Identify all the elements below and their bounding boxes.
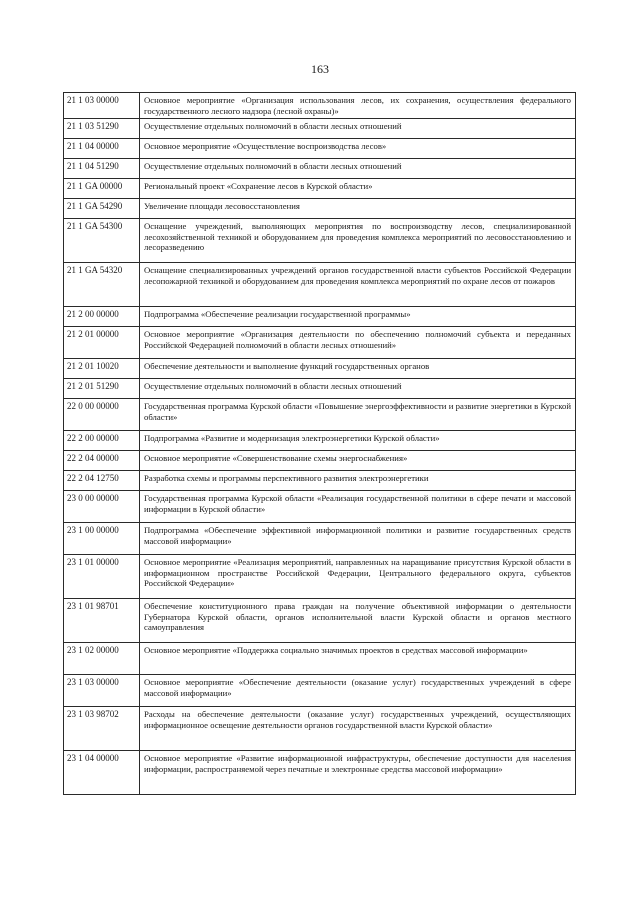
table-row <box>64 399 576 431</box>
table-row <box>64 523 576 555</box>
budget-code-cell: 21 1 GA 54300 <box>64 219 140 263</box>
expense-name-cell: Расходы на обеспечение деятельности (оказание услуг) государственных учреждений, осуществляющих информационное освещение деятельности органов государственной власти Курской области» <box>140 707 576 751</box>
table-row <box>64 219 576 263</box>
budget-code-cell: 22 2 04 12750 <box>64 471 140 491</box>
expense-name-cell: Основное мероприятие «Организация использования лесов, их сохранения, осуществления федерального государственного лесного надзора (лесной охраны)» <box>140 93 576 119</box>
budget-code-cell: 21 2 01 00000 <box>64 327 140 359</box>
budget-code-cell: 22 0 00 00000 <box>64 399 140 431</box>
budget-code-cell: 23 0 00 00000 <box>64 491 140 523</box>
expense-name-cell: Государственная программа Курской области «Реализация государственной политики в сфере печати и массовой информации в Курской области» <box>140 491 576 523</box>
expense-name-cell: Основное мероприятие «Совершенствование схемы энергоснабжения» <box>140 451 576 471</box>
table-row <box>64 555 576 599</box>
expense-name-cell: Региональный проект «Сохранение лесов в Курской области» <box>140 179 576 199</box>
expense-name-cell: Подпрограмма «Обеспечение эффективной информационной политики и развитие государственных средств массовой информации» <box>140 523 576 555</box>
budget-code-cell: 21 1 GA 00000 <box>64 179 140 199</box>
expense-name-cell: Оснащение учреждений, выполняющих мероприятия по воспроизводству лесов, специализированной лесохозяйственной техникой и оборудованием для проведения комплекса мероприятий по лесовосстановлению и лесоразведению <box>140 219 576 263</box>
table-row <box>64 751 576 795</box>
budget-code-cell: 22 2 04 00000 <box>64 451 140 471</box>
table-row <box>64 199 576 219</box>
expense-name-cell: Подпрограмма «Обеспечение реализации государственной программы» <box>140 307 576 327</box>
budget-code-cell: 21 2 01 10020 <box>64 359 140 379</box>
budget-code-cell: 23 1 03 98702 <box>64 707 140 751</box>
budget-code-cell: 23 1 01 98701 <box>64 599 140 643</box>
table-row <box>64 599 576 643</box>
budget-code-cell: 21 1 04 00000 <box>64 139 140 159</box>
table-row <box>64 179 576 199</box>
table-row <box>64 359 576 379</box>
budget-code-cell: 23 1 04 00000 <box>64 751 140 795</box>
budget-code-cell: 21 1 03 00000 <box>64 93 140 119</box>
budget-code-cell: 21 1 03 51290 <box>64 119 140 139</box>
expense-name-cell: Основное мероприятие «Поддержка социально значимых проектов в средствах массовой информации» <box>140 643 576 675</box>
expense-name-cell: Государственная программа Курской области «Повышение энергоэффективности и развитие энергетики в Курской области» <box>140 399 576 431</box>
table-row <box>64 119 576 139</box>
expense-name-cell: Основное мероприятие «Развитие информационной инфраструктуры, обеспечение доступности для населения информации, распространяемой через печатные и электронные средства массовой информации» <box>140 751 576 795</box>
classification-table <box>63 92 576 795</box>
table-row <box>64 471 576 491</box>
table-row <box>64 327 576 359</box>
table-row <box>64 707 576 751</box>
expense-name-cell: Осуществление отдельных полномочий в области лесных отношений <box>140 379 576 399</box>
budget-code-cell: 22 2 00 00000 <box>64 431 140 451</box>
table-row <box>64 379 576 399</box>
table-row <box>64 451 576 471</box>
table-row <box>64 263 576 307</box>
expense-name-cell: Осуществление отдельных полномочий в области лесных отношений <box>140 159 576 179</box>
expense-name-cell: Увеличение площади лесовосстановления <box>140 199 576 219</box>
table-row <box>64 643 576 675</box>
expense-name-cell: Основное мероприятие «Реализация мероприятий, направленных на наращивание присутствия Курской области в информационном пространстве Российской Федерации, Центрального федерального округа, субъектов Российской Федерации» <box>140 555 576 599</box>
budget-code-cell: 21 1 04 51290 <box>64 159 140 179</box>
expense-name-cell: Основное мероприятие «Обеспечение деятельности (оказание услуг) государственных учреждений в сфере массовой информации» <box>140 675 576 707</box>
table-row <box>64 307 576 327</box>
table-row <box>64 159 576 179</box>
expense-name-cell: Подпрограмма «Развитие и модернизация электроэнергетики Курской области» <box>140 431 576 451</box>
table-body <box>64 93 576 795</box>
table-row <box>64 139 576 159</box>
budget-code-cell: 23 1 01 00000 <box>64 555 140 599</box>
expense-name-cell: Разработка схемы и программы перспективного развития электроэнергетики <box>140 471 576 491</box>
expense-name-cell: Основное мероприятие «Организация деятельности по обеспечению полномочий субъекта и переданных Российской Федерацией полномочий в области лесных отношений» <box>140 327 576 359</box>
table-row <box>64 675 576 707</box>
table-row <box>64 491 576 523</box>
table-row <box>64 93 576 119</box>
budget-code-cell: 23 1 00 00000 <box>64 523 140 555</box>
page-number: 163 <box>311 62 329 76</box>
expense-name-cell: Основное мероприятие «Осуществление воспроизводства лесов» <box>140 139 576 159</box>
budget-code-cell: 23 1 03 00000 <box>64 675 140 707</box>
expense-name-cell: Оснащение специализированных учреждений органов государственной власти субъектов Российской Федерации лесопожарной техникой и оборудованием для проведения комплекса мероприятий по охране лесов от пожаров <box>140 263 576 307</box>
budget-code-cell: 21 2 01 51290 <box>64 379 140 399</box>
budget-code-cell: 21 1 GA 54320 <box>64 263 140 307</box>
table-row <box>64 431 576 451</box>
expense-name-cell: Обеспечение конституционного права граждан на получение объективной информации о деятельности Губернатора Курской области, органов исполнительной власти Курской области и органов местного самоуправления <box>140 599 576 643</box>
expense-name-cell: Осуществление отдельных полномочий в области лесных отношений <box>140 119 576 139</box>
budget-code-cell: 21 1 GA 54290 <box>64 199 140 219</box>
budget-code-cell: 21 2 00 00000 <box>64 307 140 327</box>
budget-code-cell: 23 1 02 00000 <box>64 643 140 675</box>
expense-name-cell: Обеспечение деятельности и выполнение функций государственных органов <box>140 359 576 379</box>
